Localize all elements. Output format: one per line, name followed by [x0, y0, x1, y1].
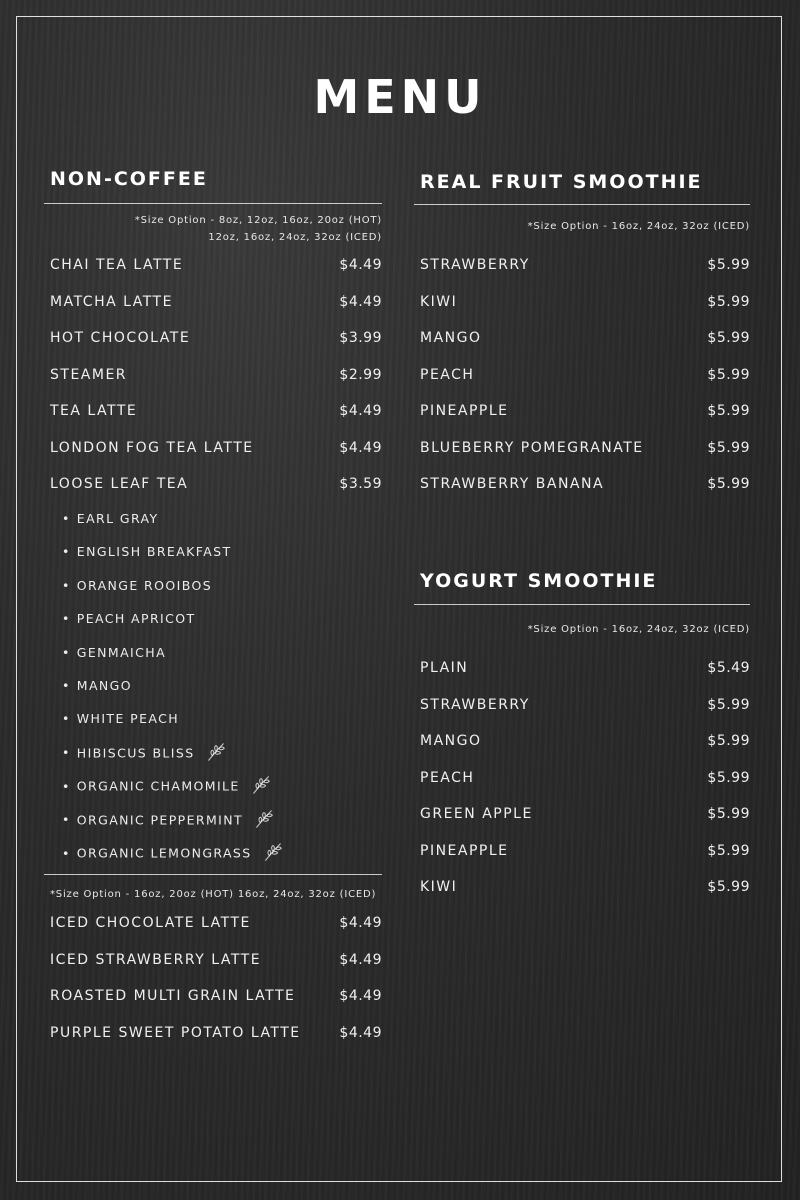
- tea-option-name: ORGANIC CHAMOMILE: [76, 778, 240, 794]
- bullet: •: [62, 812, 71, 828]
- menu-item: [44, 330, 382, 350]
- menu-item-price: $5.49: [707, 660, 750, 676]
- menu-item-name: PINEAPPLE: [420, 842, 509, 859]
- menu-item-price: $5.99: [707, 330, 750, 346]
- menu-item-price: $5.99: [707, 439, 750, 456]
- tea-option: [62, 745, 227, 763]
- menu-item-price: $3.99: [339, 330, 382, 346]
- menu-item: [44, 476, 382, 496]
- menu-item-name: ICED CHOCOLATE LATTE: [50, 915, 251, 931]
- tea-option: [62, 511, 159, 529]
- menu-item-name: PINEAPPLE: [420, 403, 509, 419]
- menu-item-name: PLAIN: [420, 660, 469, 676]
- menu-item: [414, 476, 750, 496]
- menu-item-name: LONDON FOG TEA LATTE: [50, 439, 254, 456]
- menu-item-price: $5.99: [707, 769, 750, 786]
- bullet: •: [62, 778, 71, 794]
- menu-item: [44, 915, 382, 935]
- tea-option-name: HIBISCUS BLISS: [76, 745, 195, 761]
- menu-item-price: $4.49: [339, 915, 382, 931]
- menu-item-name: GREEN APPLE: [420, 806, 533, 822]
- menu-item-price: $4.49: [339, 293, 382, 310]
- bullet: •: [62, 745, 71, 761]
- menu-item-name: PURPLE SWEET POTATO LATTE: [50, 1024, 301, 1041]
- non-coffee-heading: NON-COFFEE: [50, 168, 208, 190]
- bullet: •: [62, 577, 71, 593]
- menu-title: MENU: [313, 70, 487, 124]
- menu-item-name: MATCHA LATTE: [50, 293, 173, 310]
- menu-item-name: PEACH: [420, 366, 475, 383]
- menu-item: [44, 988, 382, 1008]
- menu-item-price: $4.49: [339, 403, 382, 419]
- tea-option-name: ORGANIC PEPPERMINT: [76, 812, 244, 828]
- menu-item-name: ICED STRAWBERRY LATTE: [50, 951, 262, 968]
- menu-item: [414, 367, 750, 387]
- tea-option: [62, 678, 132, 696]
- menu-item: [414, 330, 750, 350]
- yogurt-smoothie-rule: [414, 604, 750, 605]
- bullet: •: [62, 678, 71, 693]
- menu-item: [414, 440, 750, 460]
- right-column: [414, 0, 750, 1200]
- tea-option-name: ORGANIC LEMONGRASS: [76, 845, 252, 861]
- menu-item-name: CHAI TEA LATTE: [50, 257, 184, 273]
- menu-item-name: ROASTED MULTI GRAIN LATTE: [50, 988, 296, 1004]
- menu-item: [414, 257, 750, 277]
- tea-option-name: ORANGE ROOIBOS: [76, 577, 213, 593]
- bullet: •: [62, 544, 71, 560]
- menu-item-price: $5.99: [707, 806, 750, 822]
- menu-item-price: $4.49: [339, 257, 382, 273]
- menu-item-name: KIWI: [420, 293, 458, 310]
- fruit-smoothie-heading: REAL FRUIT SMOOTHIE: [420, 171, 703, 193]
- bullet: •: [62, 511, 71, 526]
- leaf-icon: [243, 808, 275, 830]
- tea-option-name: ENGLISH BREAKFAST: [76, 544, 232, 560]
- tea-option: [62, 711, 179, 729]
- menu-item: [44, 257, 382, 277]
- menu-item: [414, 770, 750, 790]
- tea-option-name: GENMAICHA: [76, 644, 167, 660]
- tea-option-name: MANGO: [76, 678, 132, 693]
- iced-latte-rule: [44, 874, 382, 875]
- menu-item-price: $3.59: [339, 476, 382, 492]
- menu-item-price: $4.49: [339, 439, 382, 456]
- fruit-smoothie-size-note: *Size Option - 16oz, 24oz, 32oz (ICED): [527, 221, 750, 232]
- menu-item: [414, 806, 750, 826]
- menu-item: [414, 660, 750, 680]
- menu-item-price: $5.99: [707, 733, 750, 749]
- tea-option-name: WHITE PEACH: [76, 711, 180, 727]
- tea-option: [62, 544, 232, 562]
- menu-item: [414, 294, 750, 314]
- tea-option: [62, 812, 275, 830]
- menu-item-name: STRAWBERRY: [420, 696, 530, 713]
- menu-item-name: STEAMER: [50, 366, 128, 383]
- non-coffee-rule: [44, 203, 382, 204]
- tea-option-name: PEACH APRICOT: [76, 611, 196, 627]
- tea-option: [62, 778, 272, 796]
- bullet: •: [62, 711, 71, 727]
- menu-item-price: $5.99: [707, 293, 750, 310]
- menu-item-name: KIWI: [420, 879, 458, 895]
- menu-item-name: PEACH: [420, 769, 475, 786]
- size-note-line-2: 12oz, 16oz, 24oz, 32oz (ICED): [208, 232, 382, 243]
- menu-item-price: $4.49: [339, 951, 382, 968]
- menu-item: [414, 403, 750, 423]
- menu-item-name: MANGO: [420, 733, 482, 749]
- menu-item: [414, 879, 750, 899]
- tea-option: [62, 611, 196, 629]
- menu-item-price: $5.99: [707, 403, 750, 419]
- yogurt-smoothie-heading: YOGURT SMOOTHIE: [420, 570, 658, 592]
- menu-item-price: $5.99: [707, 879, 750, 895]
- leaf-icon: [252, 841, 284, 863]
- fruit-smoothie-rule: [414, 204, 750, 205]
- menu-item: [414, 843, 750, 863]
- tea-option-name: EARL GRAY: [76, 511, 159, 526]
- menu-item: [44, 440, 382, 460]
- menu-item: [44, 367, 382, 387]
- menu-item: [44, 403, 382, 423]
- menu-item-price: $2.99: [339, 366, 382, 383]
- menu-item: [414, 697, 750, 717]
- menu-item: [44, 1025, 382, 1045]
- menu-item: [414, 733, 750, 753]
- menu-item-price: $5.99: [707, 842, 750, 859]
- menu-item: [44, 952, 382, 972]
- tea-option: [62, 645, 166, 663]
- menu-item: [44, 294, 382, 314]
- menu-item-price: $5.99: [707, 476, 750, 492]
- non-coffee-size-note: [135, 212, 382, 246]
- menu-item-name: STRAWBERRY BANANA: [420, 476, 605, 492]
- menu-item-name: TEA LATTE: [50, 403, 138, 419]
- menu-item-name: MANGO: [420, 330, 482, 346]
- menu-item-price: $4.49: [339, 1024, 382, 1041]
- menu-item-name: STRAWBERRY: [420, 257, 530, 273]
- menu-item-name: LOOSE LEAF TEA: [50, 476, 189, 492]
- leaf-icon: [240, 774, 272, 796]
- size-note-line-1: *Size Option - 8oz, 12oz, 16oz, 20oz (HOT): [134, 215, 382, 226]
- bullet: •: [62, 845, 71, 861]
- bullet: •: [62, 611, 71, 627]
- tea-option: [62, 845, 284, 863]
- left-column: [44, 0, 382, 1200]
- tea-option: [62, 578, 212, 596]
- menu-item-price: $5.99: [707, 696, 750, 713]
- bullet: •: [62, 644, 71, 660]
- menu-item-name: BLUEBERRY POMEGRANATE: [420, 439, 644, 456]
- menu-item-price: $5.99: [707, 257, 750, 273]
- menu-item-price: $5.99: [707, 366, 750, 383]
- yogurt-smoothie-size-note: *Size Option - 16oz, 24oz, 32oz (ICED): [527, 624, 750, 635]
- menu-item-name: HOT CHOCOLATE: [50, 330, 191, 346]
- menu-item-price: $4.49: [339, 988, 382, 1004]
- leaf-icon: [195, 741, 227, 763]
- iced-latte-size-note: *Size Option - 16oz, 20oz (HOT) 16oz, 24oz, 32oz (ICED): [50, 889, 377, 900]
